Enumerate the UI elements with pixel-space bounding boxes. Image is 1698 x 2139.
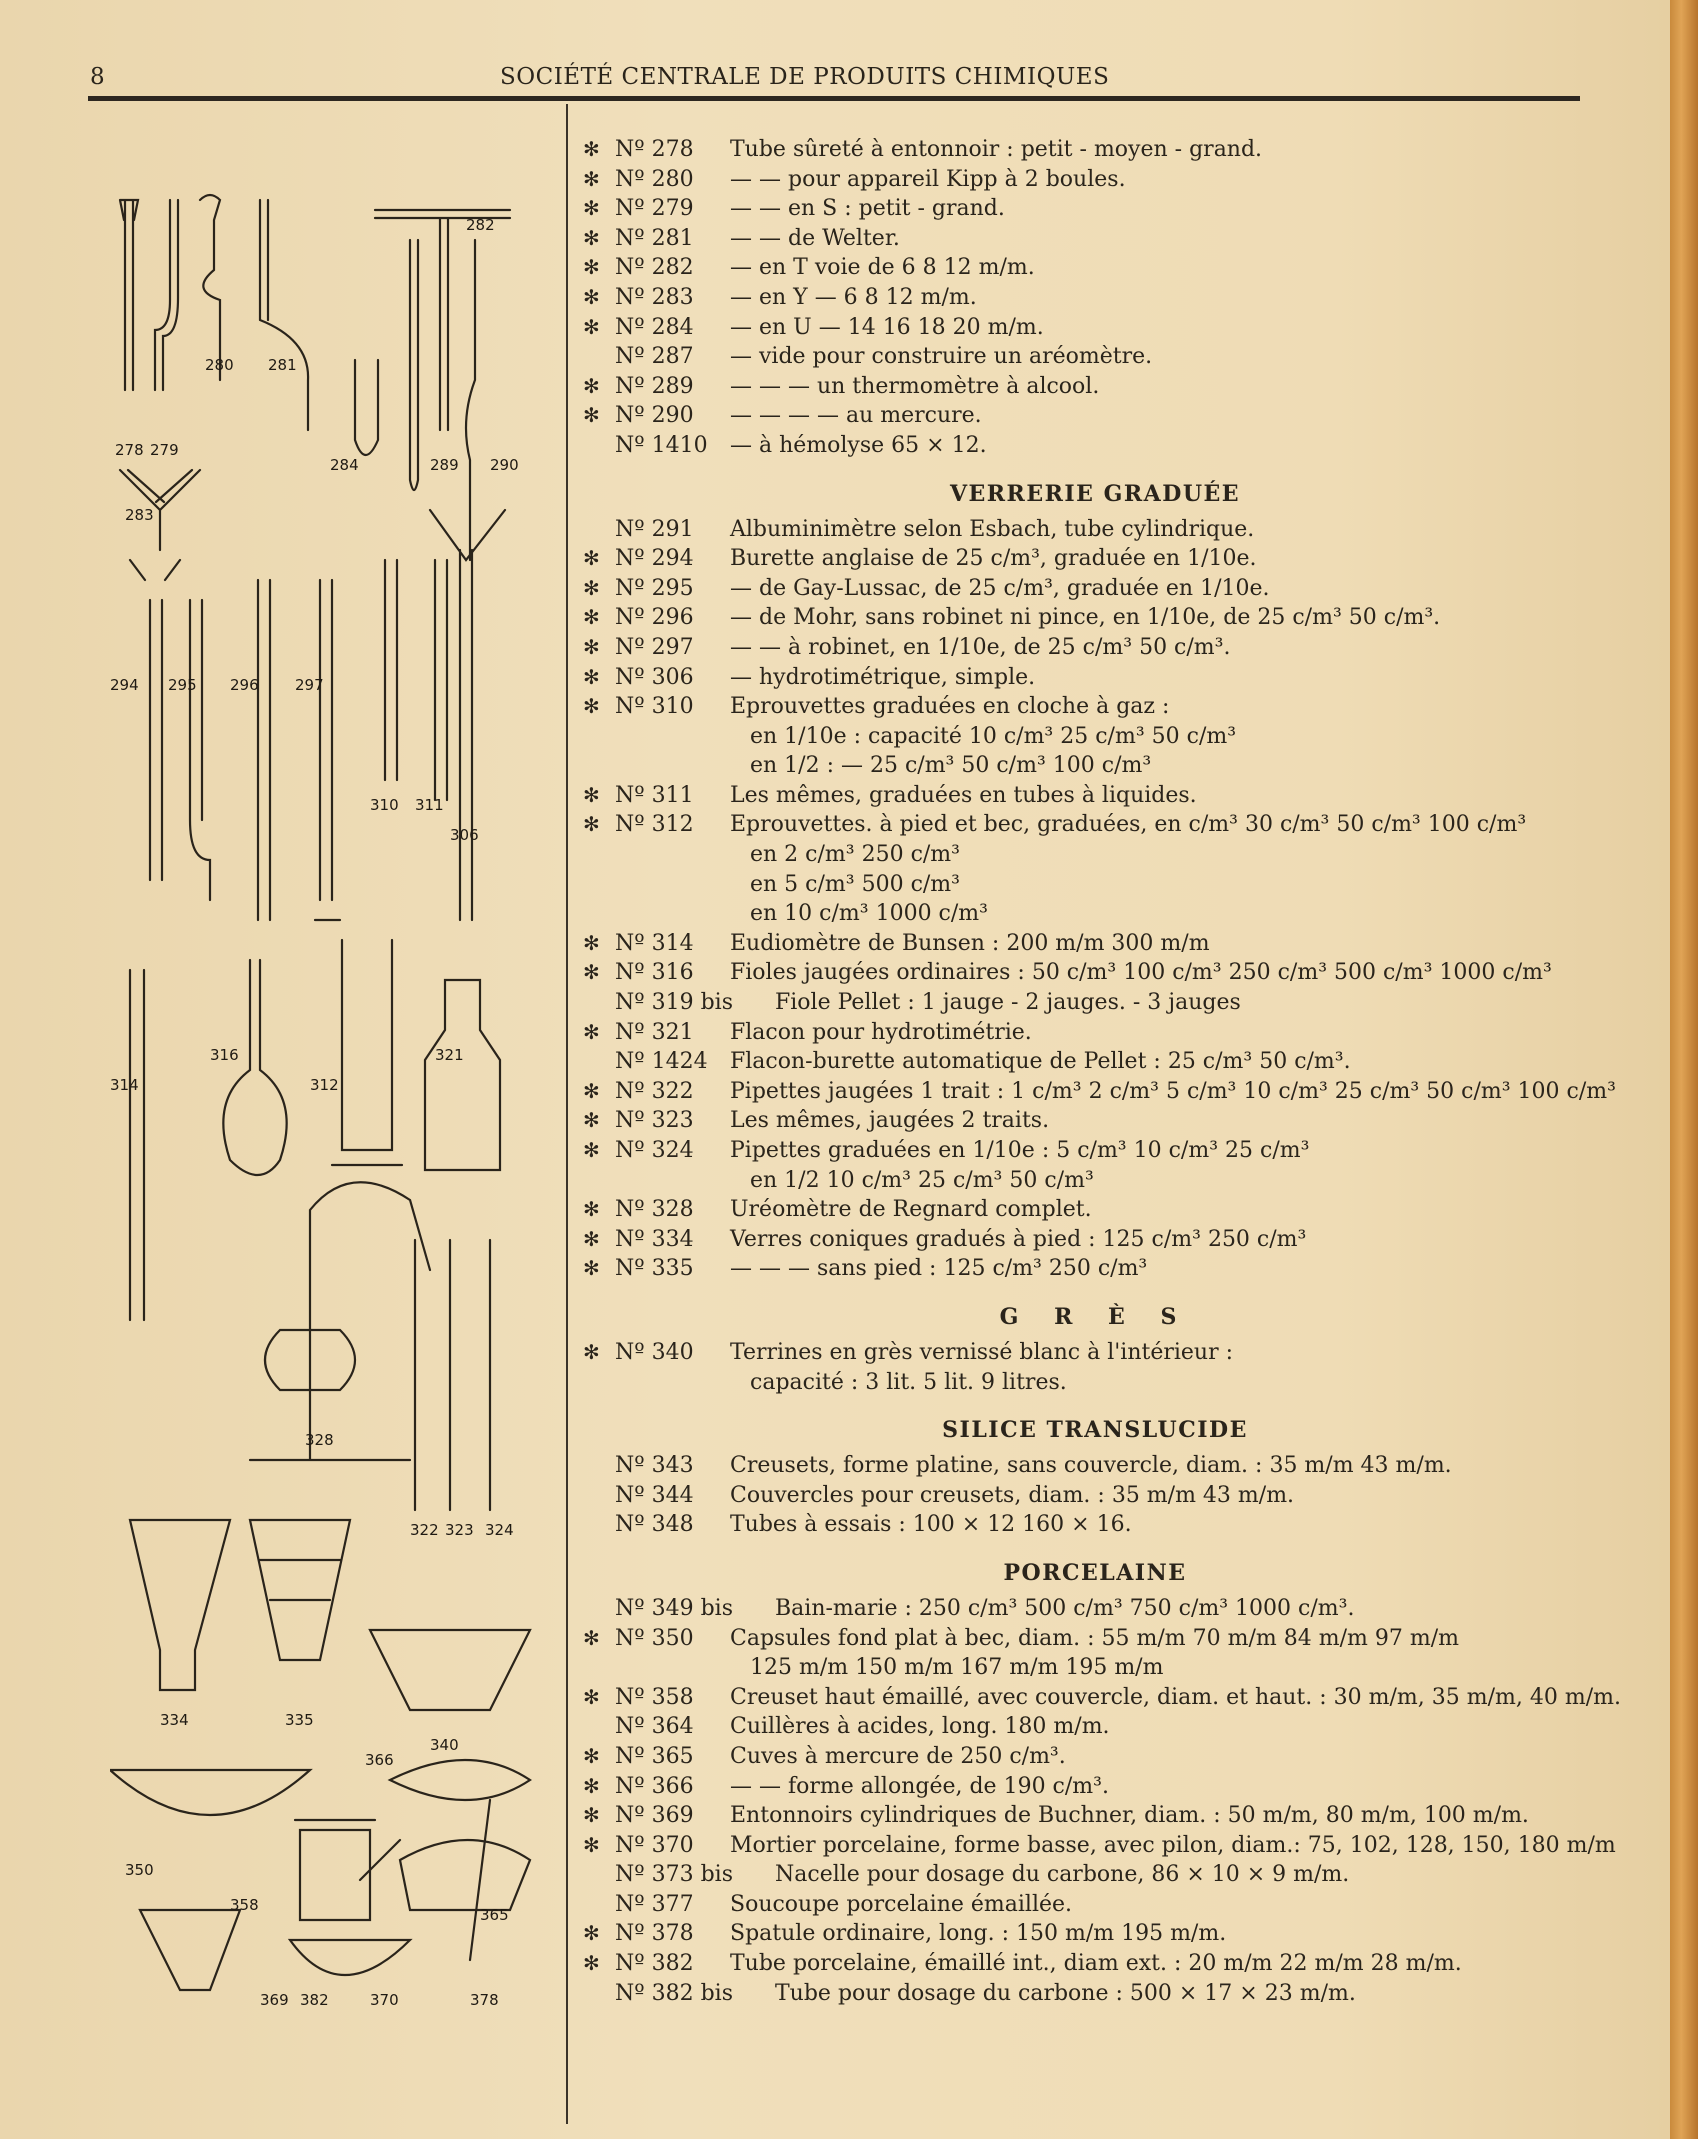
star-mark: ✻ [583,812,600,837]
item-description: Eprouvettes graduées en cloche à gaz : [730,694,1170,720]
catalog-entry [575,899,1615,929]
page-edge [1670,0,1698,2139]
figure-number: 358 [230,1896,259,1914]
item-description: Cuillères à acides, long. 180 m/m. [730,1714,1110,1740]
item-description: Verres coniques gradués à pied : 125 c/m³ 250 c/m³ [730,1226,1307,1252]
item-number: Nº 324 [615,1138,694,1163]
item-number: Nº 370 [615,1832,694,1858]
page-number: 8 [90,64,106,90]
figure-number: 289 [430,456,459,474]
catalog-entry [575,1919,1615,1949]
catalog-entry [575,1018,1615,1048]
item-description: Eudiomètre de Bunsen : 200 m/m 300 m/m [730,930,1210,956]
item-number: Nº 350 [615,1625,694,1651]
catalog-entry [575,870,1615,900]
catalog-entry [575,1047,1615,1077]
item-number: Nº 335 [615,1256,694,1282]
star-mark: ✻ [583,694,600,719]
item-number: Nº 365 [615,1743,694,1769]
star-mark: ✻ [583,1803,600,1828]
catalog-entry [575,603,1615,633]
item-number: Nº 377 [615,1891,694,1917]
figure-number: 296 [230,676,259,694]
catalog-entry [575,165,1615,195]
item-description: Fioles jaugées ordinaires : 50 c/m³ 100 c/m³ 250 c/m³ 500 c/m³ 1000 c/m³ [730,960,1552,986]
star-mark: ✻ [583,960,600,985]
item-description: Mortier porcelaine, forme basse, avec pilon, diam.: 75, 102, 128, 150, 180 m/m [730,1832,1616,1858]
item-description: en 1/10e : capacité 10 c/m³ 25 c/m³ 50 c/m³ [750,723,1237,749]
figure-number: 328 [305,1431,334,1449]
catalog-entry [575,224,1615,254]
figure-number: 283 [125,506,154,524]
item-number: Nº 343 [615,1453,694,1479]
star-mark: ✻ [583,1684,600,1709]
item-number: Nº 279 [615,196,694,222]
catalog-entry [575,1653,1615,1683]
figure-number: 323 [445,1521,474,1539]
star-mark: ✻ [583,1108,600,1133]
item-description: Albuminimètre selon Esbach, tube cylindrique. [730,516,1255,542]
figure-number: 321 [435,1046,464,1064]
catalog-entry [575,663,1615,693]
catalog-entry [575,781,1615,811]
item-description: Couvercles pour creusets, diam. : 35 m/m 43 m/m. [730,1482,1295,1508]
star-mark: ✻ [583,575,600,600]
catalog-entry [575,1979,1615,2009]
item-description: en 5 c/m³ 500 c/m³ [750,871,960,897]
figure-number: 306 [450,826,479,844]
item-number: Nº 348 [615,1512,694,1538]
catalog-entry [575,958,1615,988]
catalog-entry [575,1338,1615,1368]
star-mark: ✻ [583,1226,600,1251]
figure-number: 335 [285,1711,314,1729]
figure-number: 316 [210,1046,239,1064]
item-description: Tube porcelaine, émaillé int., diam ext. : 20 m/m 22 m/m 28 m/m. [730,1951,1462,1977]
item-number: Nº 306 [615,664,694,690]
catalog-entry [575,722,1615,752]
figure-number: 279 [150,441,179,459]
catalog-entry [575,1831,1615,1861]
item-number: Nº 364 [615,1714,694,1740]
catalog-entry [575,372,1615,402]
glassware-illustrations [110,180,540,2010]
item-description: — — pour appareil Kipp à 2 boules. [730,166,1126,192]
figure-number: 370 [370,1991,399,2009]
item-description: — — — — au mercure. [730,403,982,429]
catalog-entry [575,1890,1615,1920]
star-mark: ✻ [583,1921,600,1946]
star-mark: ✻ [583,1773,600,1798]
figure-number: 294 [110,676,139,694]
item-number: Nº 297 [615,634,694,660]
figure-number: 278 [115,441,144,459]
section-heading: PORCELAINE [1003,1559,1187,1586]
star-mark: ✻ [583,284,600,309]
catalog-entry [575,1481,1615,1511]
item-description: en 1/2 10 c/m³ 25 c/m³ 50 c/m³ [750,1167,1094,1193]
item-description: Burette anglaise de 25 c/m³, graduée en 1/10e. [730,546,1257,572]
star-mark: ✻ [583,605,600,630]
item-description: — de Mohr, sans robinet ni pince, en 1/10e, de 25 c/m³ 50 c/m³. [730,605,1441,631]
item-description: Eprouvettes. à pied et bec, graduées, en c/m³ 30 c/m³ 50 c/m³ 100 c/m³ [730,812,1527,838]
star-mark: ✻ [583,546,600,571]
figure-number: 314 [110,1076,139,1094]
item-description: — en U — 14 16 18 20 m/m. [730,314,1044,340]
item-number: Nº 284 [615,314,694,340]
column-divider [566,104,568,2124]
item-description: — — à robinet, en 1/10e, de 25 c/m³ 50 c/m³. [730,634,1231,660]
item-description: Bain-marie : 250 c/m³ 500 c/m³ 750 c/m³ 1000 c/m³. [775,1595,1355,1621]
figure-number: 290 [490,456,519,474]
figure-number: 310 [370,796,399,814]
section-heading: VERRERIE GRADUÉE [949,480,1241,507]
item-number: Nº 287 [615,344,694,370]
item-number: Nº 378 [615,1921,694,1947]
star-mark: ✻ [583,225,600,250]
item-number: Nº 321 [615,1019,694,1045]
item-number: Nº 369 [615,1803,694,1829]
item-number: Nº 296 [615,605,694,631]
item-number: Nº 1424 [615,1049,708,1075]
catalog-entry [575,1801,1615,1831]
header-rule [88,96,1580,101]
star-mark: ✻ [583,1339,600,1364]
section-gap [575,1397,1615,1407]
item-description: — — de Welter. [730,225,900,251]
figure-number: 281 [268,356,297,374]
catalog-entry [575,1860,1615,1890]
item-description: en 1/2 : — 25 c/m³ 50 c/m³ 100 c/m³ [750,753,1152,779]
section-heading: G R È S [999,1303,1191,1330]
item-description: — hydrotimétrique, simple. [730,664,1036,690]
item-number: Nº 322 [615,1078,694,1104]
figure-number: 311 [415,796,444,814]
figure-number: 324 [485,1521,514,1539]
item-description: — vide pour construire un aréomètre. [730,344,1153,370]
catalog-entry [575,1624,1615,1654]
catalog-entry [575,988,1615,1018]
item-description: Cuves à mercure de 250 c/m³. [730,1743,1066,1769]
item-number: Nº 323 [615,1108,694,1134]
catalog-entry [575,401,1615,431]
item-number: Nº 280 [615,166,694,192]
item-description: en 2 c/m³ 250 c/m³ [750,842,960,868]
item-description: Terrines en grès vernissé blanc à l'intérieur : [730,1339,1234,1365]
item-number: Nº 328 [615,1197,694,1223]
catalog-entry [575,1077,1615,1107]
catalog-entry [575,1594,1615,1624]
item-description: — en T voie de 6 8 12 m/m. [730,255,1035,281]
item-description: Tubes à essais : 100 × 12 160 × 16. [730,1512,1132,1538]
item-description: Entonnoirs cylindriques de Buchner, diam. : 50 m/m, 80 m/m, 100 m/m. [730,1803,1529,1829]
item-number: Nº 334 [615,1226,694,1252]
item-description: Capsules fond plat à bec, diam. : 55 m/m 70 m/m 84 m/m 97 m/m [730,1625,1460,1651]
star-mark: ✻ [583,634,600,659]
item-number: Nº 373 bis [615,1862,733,1888]
catalog-entry [575,1949,1615,1979]
item-description: — — forme allongée, de 190 c/m³. [730,1773,1109,1799]
item-number: Nº 344 [615,1482,694,1508]
star-mark: ✻ [583,255,600,280]
catalog-entry [575,692,1615,722]
item-description: Creusets, forme platine, sans couvercle, diam. : 35 m/m 43 m/m. [730,1453,1452,1479]
item-number: Nº 290 [615,403,694,429]
catalog-entry [575,283,1615,313]
item-description: 125 m/m 150 m/m 167 m/m 195 m/m [750,1655,1164,1681]
item-description: Soucoupe porcelaine émaillée. [730,1891,1073,1917]
section-gap [575,1540,1615,1550]
item-description: capacité : 3 lit. 5 lit. 9 litres. [750,1369,1067,1395]
catalog-entry [575,313,1615,343]
section-gap [575,461,1615,471]
item-number: Nº 283 [615,284,694,310]
catalog-entry [575,1166,1615,1196]
item-number: Nº 278 [615,137,694,162]
figure-number: 295 [168,676,197,694]
figure-number: 280 [205,356,234,374]
item-description: — — en S : petit - grand. [730,196,1005,222]
catalog-entry [575,1712,1615,1742]
item-number: Nº 310 [615,694,694,720]
item-description: en 10 c/m³ 1000 c/m³ [750,901,988,927]
catalog-entry [575,1368,1615,1398]
item-number: Nº 289 [615,373,694,399]
catalog-entry [575,544,1615,574]
catalog-entry [575,1106,1615,1136]
star-mark: ✻ [583,1256,600,1281]
item-number: Nº 319 bis [615,990,733,1016]
catalog-entry [575,633,1615,663]
item-description: Fiole Pellet : 1 jauge - 2 jauges. - 3 jauges [775,990,1241,1016]
star-mark: ✻ [583,166,600,191]
catalog-entry [575,515,1615,545]
item-description: — — — sans pied : 125 c/m³ 250 c/m³ [730,1256,1148,1282]
star-mark: ✻ [583,314,600,339]
catalog-entry [575,1510,1615,1540]
star-mark: ✻ [583,1951,600,1976]
item-number: Nº 312 [615,812,694,838]
item-number: Nº 366 [615,1773,694,1799]
figure-number: 378 [470,1991,499,2009]
figure-number: 350 [125,1861,154,1879]
star-mark: ✻ [583,196,600,221]
star-mark: ✻ [583,403,600,428]
item-number: Nº 340 [615,1339,694,1365]
glassware-drawing [110,180,540,2010]
catalog-listing [575,135,1621,2018]
star-mark: ✻ [583,1743,600,1768]
item-number: Nº 281 [615,225,694,251]
catalog-entry [575,1136,1615,1166]
item-description: Pipettes graduées en 1/10e : 5 c/m³ 10 c/m³ 25 c/m³ [730,1138,1310,1163]
item-number: Nº 282 [615,255,694,281]
item-description: — en Y — 6 8 12 m/m. [730,284,977,310]
star-mark: ✻ [583,1019,600,1044]
section-gap [575,1284,1615,1294]
figure-number: 322 [410,1521,439,1539]
item-description: Pipettes jaugées 1 trait : 1 c/m³ 2 c/m³ 5 c/m³ 10 c/m³ 25 c/m³ 50 c/m³ 100 c/m³ [730,1078,1616,1104]
item-number: Nº 291 [615,516,694,542]
item-number: Nº 349 bis [615,1595,733,1621]
item-description: — de Gay-Lussac, de 25 c/m³, graduée en 1/10e. [730,575,1270,601]
star-mark: ✻ [583,1832,600,1857]
catalog-entry [575,1742,1615,1772]
catalog-entry [575,194,1615,224]
item-description: Les mêmes, graduées en tubes à liquides. [730,782,1197,808]
item-description: Flacon-burette automatique de Pellet : 25 c/m³ 50 c/m³. [730,1049,1351,1075]
figure-number: 366 [365,1751,394,1769]
item-description: Nacelle pour dosage du carbone, 86 × 10 × 9 m/m. [775,1862,1350,1888]
catalog-entry [575,253,1615,283]
figure-number: 365 [480,1906,509,1924]
item-number: Nº 316 [615,960,694,986]
item-description: Flacon pour hydrotimétrie. [730,1019,1032,1045]
item-number: Nº 1410 [615,432,708,458]
page-header [90,64,1580,94]
star-mark: ✻ [583,1078,600,1103]
item-number: Nº 294 [615,546,694,572]
catalog-entry [575,1772,1615,1802]
item-description: Les mêmes, jaugées 2 traits. [730,1108,1050,1134]
item-description: Tube sûreté à entonnoir : petit - moyen - grand. [730,137,1263,162]
figure-numbers [110,216,519,2009]
figure-number: 284 [330,456,359,474]
star-mark: ✻ [583,1197,600,1222]
star-mark: ✻ [583,782,600,807]
catalog-entry [575,929,1615,959]
figure-number: 340 [430,1736,459,1754]
figure-number: 382 [300,1991,329,2009]
running-title: SOCIÉTÉ CENTRALE DE PRODUITS CHIMIQUES [500,64,1110,90]
figure-number: 369 [260,1991,289,2009]
star-mark: ✻ [583,137,600,161]
catalog-entry [575,1225,1615,1255]
item-description: Tube pour dosage du carbone : 500 × 17 × 23 m/m. [775,1980,1356,2006]
figure-number: 297 [295,676,324,694]
star-mark: ✻ [583,1138,600,1162]
item-number: Nº 382 bis [615,1980,733,2006]
item-description: Creuset haut émaillé, avec couvercle, diam. et haut. : 30 m/m, 35 m/m, 40 m/m. [730,1684,1621,1710]
catalog-entry [575,840,1615,870]
catalog-entry [575,1683,1621,1713]
catalog-entry [575,1195,1615,1225]
item-description: — à hémolyse 65 × 12. [730,432,987,458]
figure-number: 312 [310,1076,339,1094]
section-gap [575,2008,1615,2018]
item-number: Nº 311 [615,782,694,808]
catalog-entry [575,574,1615,604]
item-description: Uréomètre de Regnard complet. [730,1197,1092,1223]
catalog-entry [575,1451,1615,1481]
star-mark: ✻ [583,1625,600,1650]
figure-number: 334 [160,1711,189,1729]
item-number: Nº 382 [615,1951,694,1977]
catalog-entry [575,751,1615,781]
catalog-entry [575,810,1615,840]
section-heading: SILICE TRANSLUCIDE [942,1417,1248,1444]
star-mark: ✻ [583,930,600,955]
catalog-entry [575,431,1615,461]
catalog-entry [575,1254,1615,1284]
item-description: Spatule ordinaire, long. : 150 m/m 195 m/m. [730,1921,1227,1947]
item-number: Nº 358 [615,1684,694,1710]
item-number: Nº 314 [615,930,694,956]
item-description: — — — un thermomètre à alcool. [730,373,1100,399]
catalog-entry [575,342,1615,372]
star-mark: ✻ [583,664,600,689]
catalog-entry [575,135,1615,165]
figure-number: 282 [466,216,495,234]
star-mark: ✻ [583,373,600,398]
item-number: Nº 295 [615,575,694,601]
